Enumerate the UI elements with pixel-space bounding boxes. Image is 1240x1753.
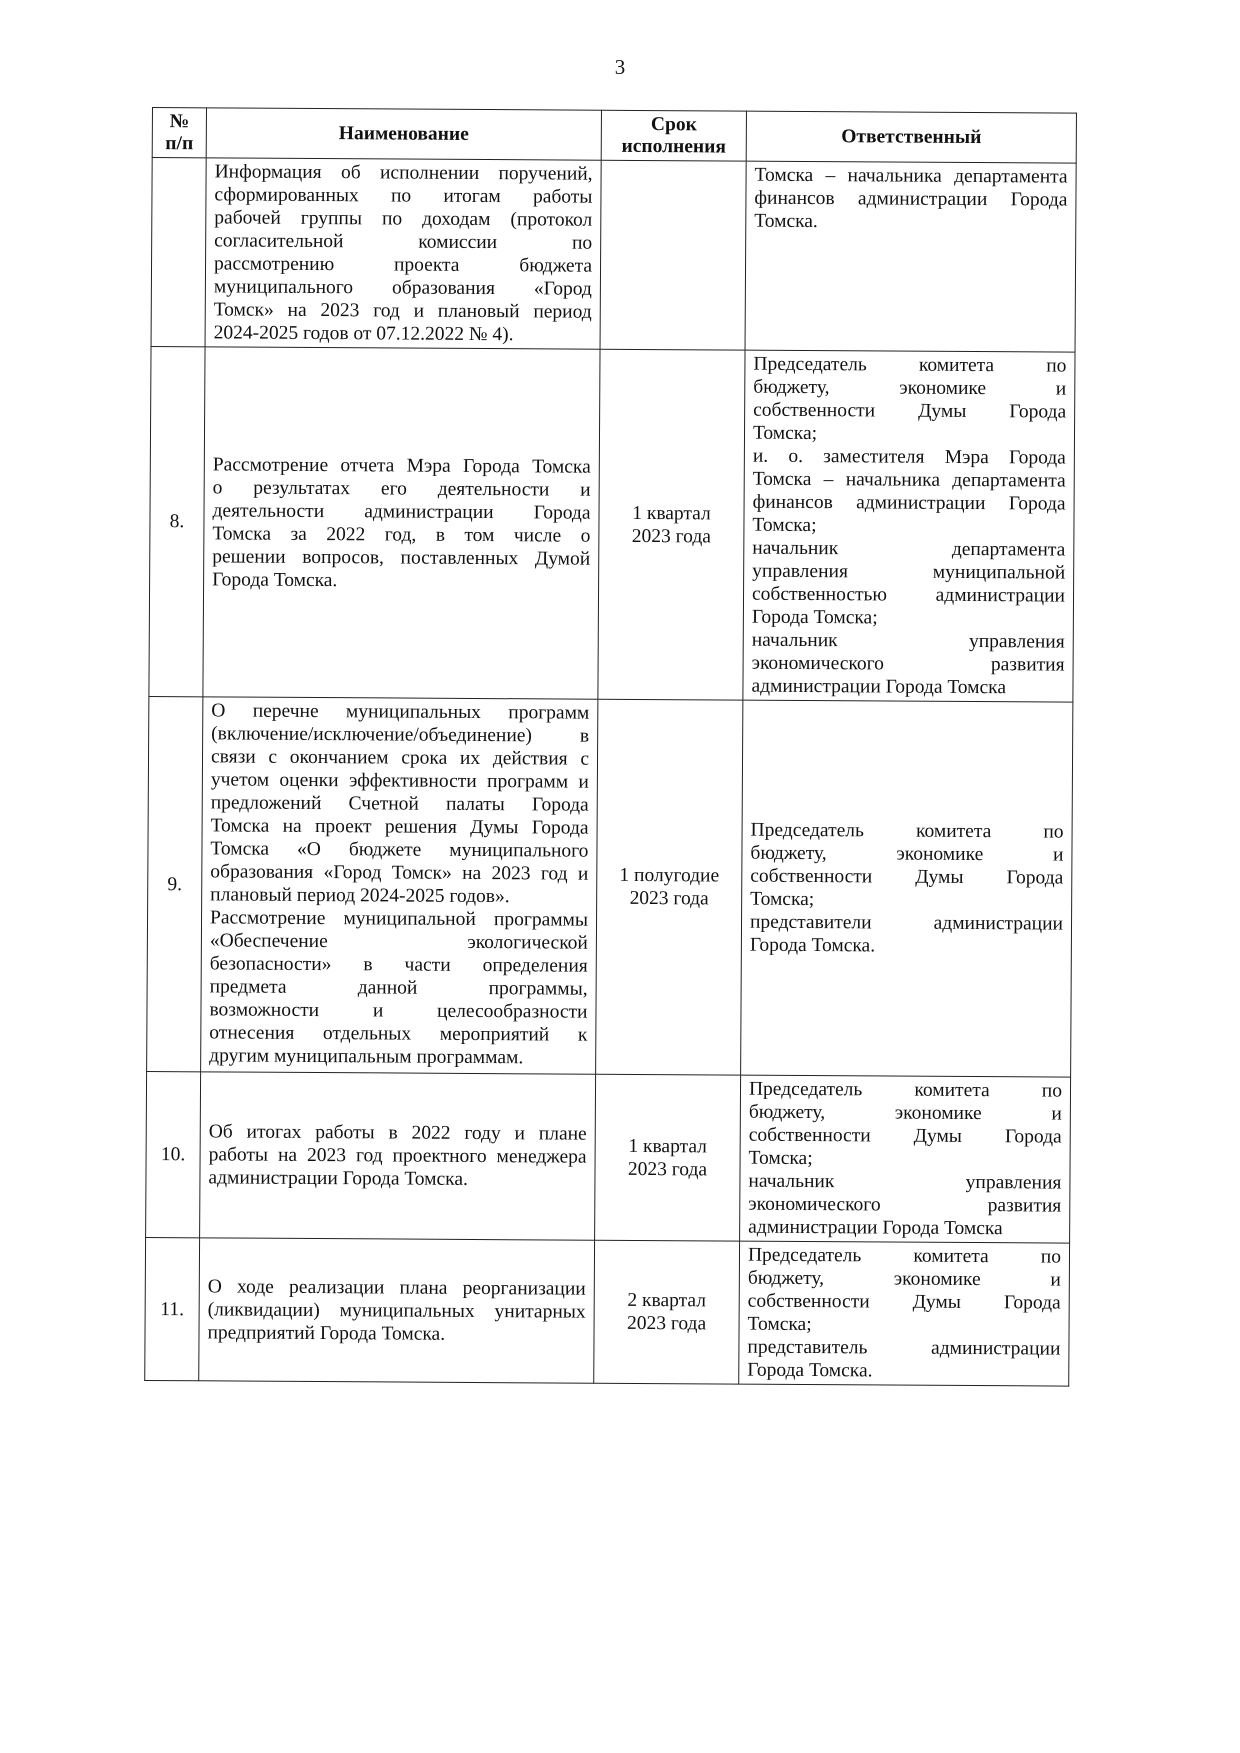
row-name [205, 158, 601, 349]
text-line: экономического развития [748, 1193, 1062, 1217]
row-term: 2 квартал 2023 года [594, 1240, 740, 1384]
text-line: Томска на проект решения Думы Города [210, 815, 589, 839]
header-num: № п/п [152, 108, 206, 158]
text-line: Города Томска; [751, 606, 878, 629]
text-line: и. о. заместителя Мэра Города [752, 445, 1066, 469]
text-line: деятельности администрации Города [212, 499, 591, 524]
text-line: (включение/исключение/объединение) в [211, 723, 590, 747]
text-line: сформированных по итогам работы [214, 184, 593, 208]
text-line: связи с окончанием срока их действия с [210, 746, 590, 770]
text-line: Томска – начальника департамента [752, 468, 1066, 492]
text-line: решении вопросов, поставленных Думой [212, 545, 591, 570]
text-line: рабочей группы по доходам (протокол [214, 207, 593, 231]
text-line: Председатель комитета по [748, 1078, 1063, 1102]
row-responsible [743, 350, 1075, 702]
text-line: экономического развития [751, 652, 1065, 676]
text-line: Председатель комитета по [753, 353, 1067, 377]
text-line: бюджету, экономике и [747, 1267, 1061, 1291]
text-line: предложений Счетной палаты Города [210, 792, 589, 816]
text-line: (ликвидации) муниципальных унитарных [207, 1298, 586, 1323]
text-line: «Обеспечение экологической [209, 930, 588, 954]
text-line: представитель администрации [747, 1336, 1061, 1360]
text-line: финансов администрации Города [754, 187, 1068, 211]
header-responsible: Ответственный [746, 111, 1076, 163]
text-line: начальник департамента [752, 537, 1066, 561]
text-line: администрации Города Томска [751, 675, 1007, 699]
text-line: 2024-2025 годов от 07.12.2022 № 4). [213, 322, 514, 346]
row-number: 9. [147, 696, 203, 1071]
text-line: администрации Города Томска. [208, 1167, 468, 1190]
text-line: собственности Думы Города [747, 1290, 1061, 1314]
text-line: возможности и целесообразности [209, 999, 588, 1023]
row-name [199, 1238, 595, 1383]
text-line: Председатель комитета по [747, 1244, 1062, 1268]
table-row [146, 1071, 1071, 1243]
text-line: собственностью администрации [751, 583, 1066, 607]
page-number: 3 [614, 55, 626, 79]
text-line: представители администрации [749, 911, 1064, 935]
text-line: бюджету, экономике и [753, 376, 1067, 400]
text-line: собственности Думы Города [753, 399, 1067, 423]
row-number: 10. [146, 1071, 201, 1237]
header-term: Срок исполнения [601, 110, 746, 161]
text-line: работы на 2023 год проектного менеджера [208, 1144, 587, 1168]
row-term: 1 квартал 2023 года [598, 349, 745, 700]
text-line: Города Томска. [747, 1359, 873, 1382]
text-line: Томска; [752, 514, 817, 537]
text-line: Информация об исполнении поручений, [214, 161, 593, 185]
text-line: Об итогах работы в 2022 году и плане [208, 1121, 587, 1145]
text-line: предмета данной программы, [209, 976, 588, 1000]
text-line: Томска «О бюджете муниципального [210, 838, 589, 862]
text-line: образования «Город Томск» на 2023 год и [210, 861, 589, 885]
text-line: бюджету, экономике и [750, 842, 1064, 866]
text-line: Томска за 2022 год, в том числе о [212, 522, 591, 547]
row-term: 1 полугодие 2023 года [596, 699, 743, 1075]
table-row [151, 158, 1076, 353]
table-row [147, 696, 1073, 1077]
row-responsible [745, 161, 1076, 352]
row-term: 1 квартал 2023 года [595, 1074, 741, 1241]
text-line: о результатах его деятельности и [212, 476, 591, 501]
table-header-row [152, 108, 1076, 164]
text-line: начальник управления [751, 629, 1065, 653]
text-line: собственности Думы Города [748, 1124, 1062, 1148]
text-line: финансов администрации Города [752, 491, 1066, 515]
text-line: безопасности» в части определения [209, 953, 588, 977]
text-line: О ходе реализации плана реорганизации [207, 1275, 586, 1300]
table-row [145, 1237, 1070, 1386]
row-responsible [739, 1241, 1070, 1386]
row-term [600, 160, 746, 350]
text-line: собственности Думы Города [750, 865, 1064, 889]
text-line: Томск» на 2023 год и плановый период [213, 299, 592, 323]
text-line: Томска; [750, 888, 815, 911]
header-name: Наименование [206, 108, 601, 160]
row-number [151, 158, 206, 347]
text-line: рассмотрению проекта бюджета [213, 253, 593, 277]
text-line: Томска; [748, 1147, 813, 1170]
text-line: муниципального образования «Город [213, 276, 592, 300]
row-responsible [741, 700, 1073, 1077]
text-line: Города Томска. [749, 934, 876, 957]
text-line: администрации Города Томска [748, 1216, 1003, 1240]
row-number: 8. [149, 346, 205, 696]
text-line: Томска; [752, 422, 818, 445]
text-line: управления муниципальной [752, 560, 1066, 584]
text-line: Томска; [747, 1313, 812, 1336]
text-line: согласительной комиссии по [214, 230, 593, 254]
text-line: начальник управления [748, 1170, 1062, 1194]
text-line: Рассмотрение муниципальной программы [209, 907, 589, 931]
text-line: отнесения отдельных мероприятий к [209, 1022, 588, 1046]
row-name [200, 1072, 596, 1240]
table-row [149, 346, 1075, 702]
text-line: другим муниципальным программам. [209, 1045, 524, 1069]
row-name [203, 347, 600, 699]
row-name [201, 697, 598, 1074]
text-line: Томска – начальника департамента [754, 164, 1068, 188]
text-line: бюджету, экономике и [748, 1101, 1062, 1125]
text-line: Рассмотрение отчета Мэра Города Томска [212, 453, 591, 478]
text-line: плановый период 2024-2025 годов». [210, 884, 510, 908]
row-responsible [740, 1075, 1071, 1243]
text-line: Города Томска. [212, 568, 338, 591]
text-line: Томска. [754, 210, 818, 233]
plan-table [144, 107, 1077, 1387]
text-line: Председатель комитета по [750, 819, 1064, 843]
text-line: предприятий Города Томска. [207, 1321, 446, 1345]
text-line: О перечне муниципальных программ [211, 700, 590, 724]
row-number: 11. [145, 1237, 200, 1380]
text-line: учетом оценки эффективности программ и [210, 769, 589, 793]
